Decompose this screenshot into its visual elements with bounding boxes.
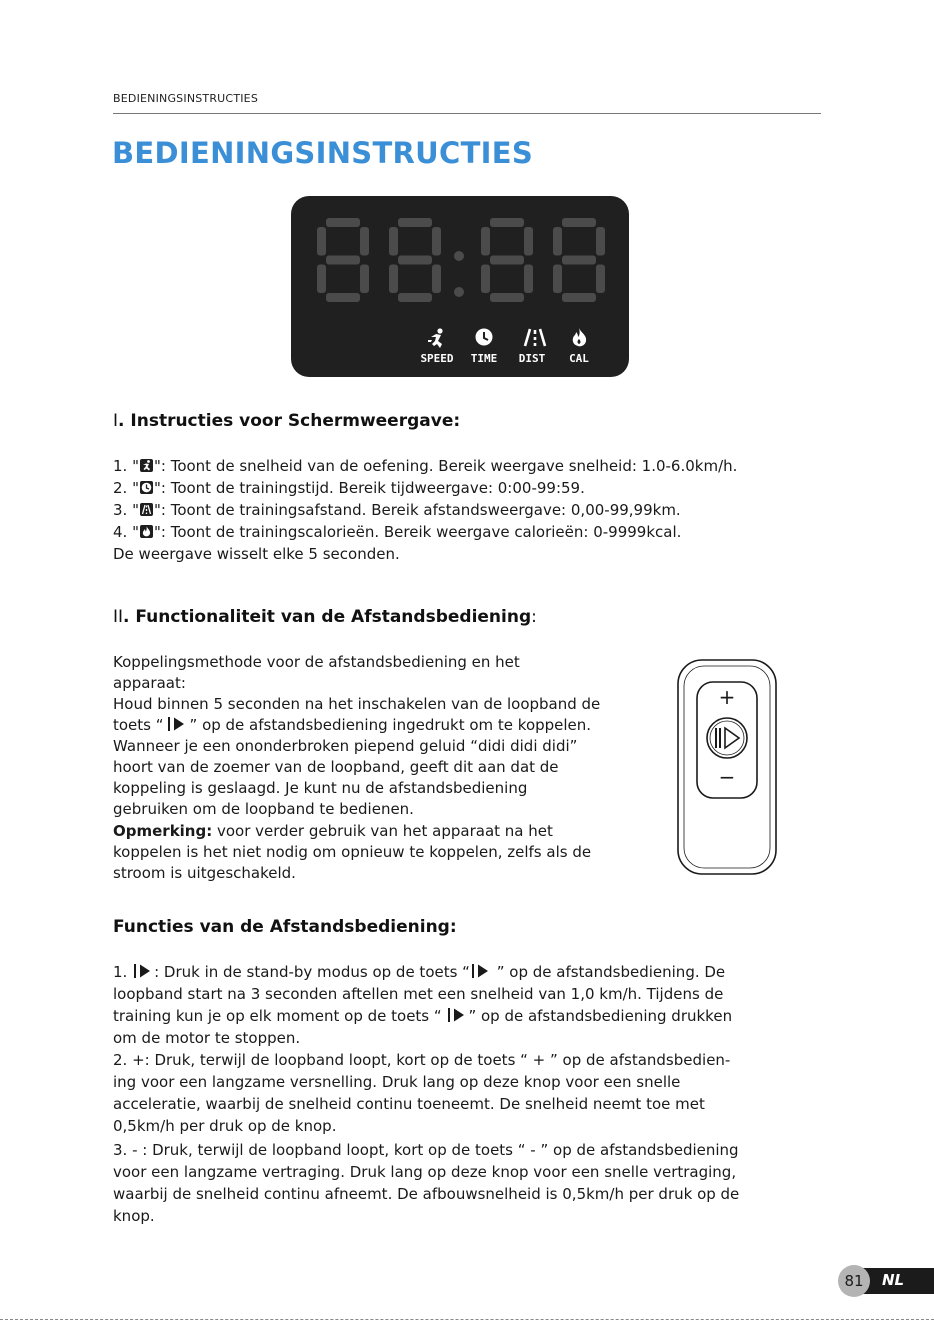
section-number: II [113,607,124,627]
section-heading-remote [113,607,537,627]
pairing-text-line: Houd binnen 5 seconden na het inschakelen van de loopband de [113,695,601,713]
remark-line: koppelen is het niet nodig om opnieuw te koppelen, zelfs als de [113,843,592,861]
function-text-line [113,962,725,983]
text-fragment: ” op de afstandsbediening. De [491,963,726,981]
text-fragment: 1. [113,963,133,981]
mode-label-speed: SPEED [420,352,454,365]
function-text-line [113,1006,732,1027]
section-title: . Functionaliteit van de Afstandsbediening [123,607,532,627]
pairing-text-line: hoort van de zoemer van de loopband, geeft dit aan dat de [113,758,559,776]
digit-1-segment-1 [326,218,360,227]
text-fragment: toets “ [113,716,164,734]
item-prefix: 4. " [113,523,139,541]
header-divider [113,113,821,114]
road-icon [525,329,545,346]
digit-3-segment-7 [524,265,533,294]
pairing-text-line: Koppelingsmethode voor de afstandsbediening en het [113,653,520,671]
pairing-text-line: apparaat: [113,674,186,692]
digit-3-segment-1 [490,218,524,227]
digit-4-segment-4 [553,227,562,256]
item-prefix: 3. " [113,501,139,519]
page-number: 81 [838,1265,870,1297]
function-text-line: ing voor een langzame versnelling. Druk lang op deze knop voor een snelle [113,1073,681,1091]
digit-3-segment-2 [490,256,524,265]
colon-dot-top [454,251,464,261]
play-pause-icon-bar [719,728,721,748]
digit-4-segment-1 [562,218,596,227]
function-text-line: loopband start na 3 seconden aftellen met een snelheid van 1,0 km/h. Tijdens de [113,985,724,1003]
item-text: ": Toont de trainingsafstand. Bereik afstandsweergave: 0,00-99,99km. [153,501,681,519]
digit-4-segment-2 [562,256,596,265]
mode-label-cal: CAL [569,352,589,365]
play-pause-icon [132,963,154,979]
text-fragment: : Druk in de stand-by modus op de toets “ [154,963,470,981]
remark-line: stroom is uitgeschakeld. [113,864,296,882]
pairing-text-line: Wanneer je een ononderbroken piepend geluid “didi didi didi” [113,737,578,755]
remote-play-pause-button [707,718,747,758]
digit-1-segment-7 [360,265,369,294]
section-title: . Instructies voor Schermweergave: [118,411,461,431]
remote-control-illustration [676,658,778,878]
display-note: De weergave wisselt elke 5 seconden. [113,545,400,563]
item-text: ": Toont de trainingscalorieën. Bereik weergave calorieën: 0-9999kcal. [153,523,682,541]
section-number: I [113,411,119,431]
pairing-text-line: koppeling is geslaagd. Je kunt nu de afstandsbediening [113,779,528,797]
play-pause-icon [446,1007,468,1023]
console-display-illustration [291,196,629,377]
digit-2-segment-5 [432,227,441,256]
running-header: BEDIENINGSINSTRUCTIES [113,92,259,105]
function-text-line: 3. - : Druk, terwijl de loopband loopt, kort op de toets “ - ” op de afstandsbediening [113,1141,739,1159]
mode-label-time: TIME [470,352,498,365]
function-text-line: 2. +: Druk, terwijl de loopband loopt, kort op de toets “ + ” op de afstandsbedien- [113,1051,731,1069]
text-fragment: ” op de afstandsbediening ingedrukt om te koppelen. [189,716,592,734]
remark-label: Opmerking: [113,822,213,840]
section-heading-display [113,411,460,431]
digit-1-segment-5 [360,227,369,256]
text-fragment: voor verder gebruik van het apparaat na het [212,822,553,840]
digit-2-segment-2 [398,256,432,265]
function-text-line: 0,5km/h per druk op de knop. [113,1117,337,1135]
item-text: ": Toont de snelheid van de oefening. Bereik weergave snelheid: 1.0-6.0km/h. [153,457,738,475]
digit-4-segment-3 [562,293,596,302]
display-item-calories [113,522,681,543]
flame-icon [573,328,586,346]
remark-line [113,821,553,842]
digit-4-segment-5 [596,227,605,256]
display-item-time [113,478,585,499]
mode-label-dist: DIST [518,352,546,365]
section-title-suffix: : [531,607,537,627]
text-fragment: training kun je op elk moment op de toets “ [113,1007,447,1025]
clock-icon [140,481,153,494]
digit-1-segment-4 [317,227,326,256]
remote-plus-button: + [718,685,736,709]
digit-4-segment-7 [596,265,605,294]
clock-icon [476,329,493,346]
colon-dot-bottom [454,287,464,297]
language-code: NL [882,1271,905,1289]
play-pause-icon [715,728,717,748]
function-text-line: waarbij de snelheid continu afneemt. De afbouwsnelheid is 0,5km/h per druk op de [113,1185,740,1203]
function-text-line: om de motor te stoppen. [113,1029,301,1047]
function-text-line: voor een langzame vertraging. Druk lang op deze knop voor een snelle vertraging, [113,1163,737,1181]
digit-2-segment-7 [432,265,441,294]
digit-3-segment-5 [524,227,533,256]
remote-minus-button: − [718,765,736,789]
bottom-dashed-rule [0,1319,934,1320]
play-pause-icon [470,963,492,979]
digit-4-segment-6 [553,265,562,294]
function-text-line: knop. [113,1207,155,1225]
digit-2-segment-4 [389,227,398,256]
display-item-distance [113,500,681,521]
digit-2-segment-1 [398,218,432,227]
digit-3-segment-4 [481,227,490,256]
page-title: BEDIENINGSINSTRUCTIES [112,136,534,170]
digit-3-segment-6 [481,265,490,294]
display-item-speed [113,456,737,477]
play-pause-icon [164,716,190,732]
item-prefix: 2. " [113,479,139,497]
pairing-text-line [113,715,591,736]
digit-1-segment-6 [317,265,326,294]
digit-3-segment-3 [490,293,524,302]
section-heading-functions: Functies van de Afstandsbediening: [113,917,457,937]
item-text: ": Toont de trainingstijd. Bereik tijdweergave: 0:00-99:59. [153,479,585,497]
function-text-line: acceleratie, waarbij de snelheid continu toeneemt. De snelheid neemt toe met [113,1095,705,1113]
digit-2-segment-6 [389,265,398,294]
digit-2-segment-3 [398,293,432,302]
runner-icon [428,328,443,348]
digit-1-segment-3 [326,293,360,302]
digit-1-segment-2 [326,256,360,265]
flame-icon [140,525,153,538]
page-badge [838,1265,934,1297]
runner-icon [140,459,153,472]
road-icon [140,503,153,516]
item-prefix: 1. " [113,457,139,475]
pairing-text-line: gebruiken om de loopband te bedienen. [113,800,414,818]
text-fragment: ” op de afstandsbediening drukken [468,1007,733,1025]
seven-segment-digits [291,196,629,377]
